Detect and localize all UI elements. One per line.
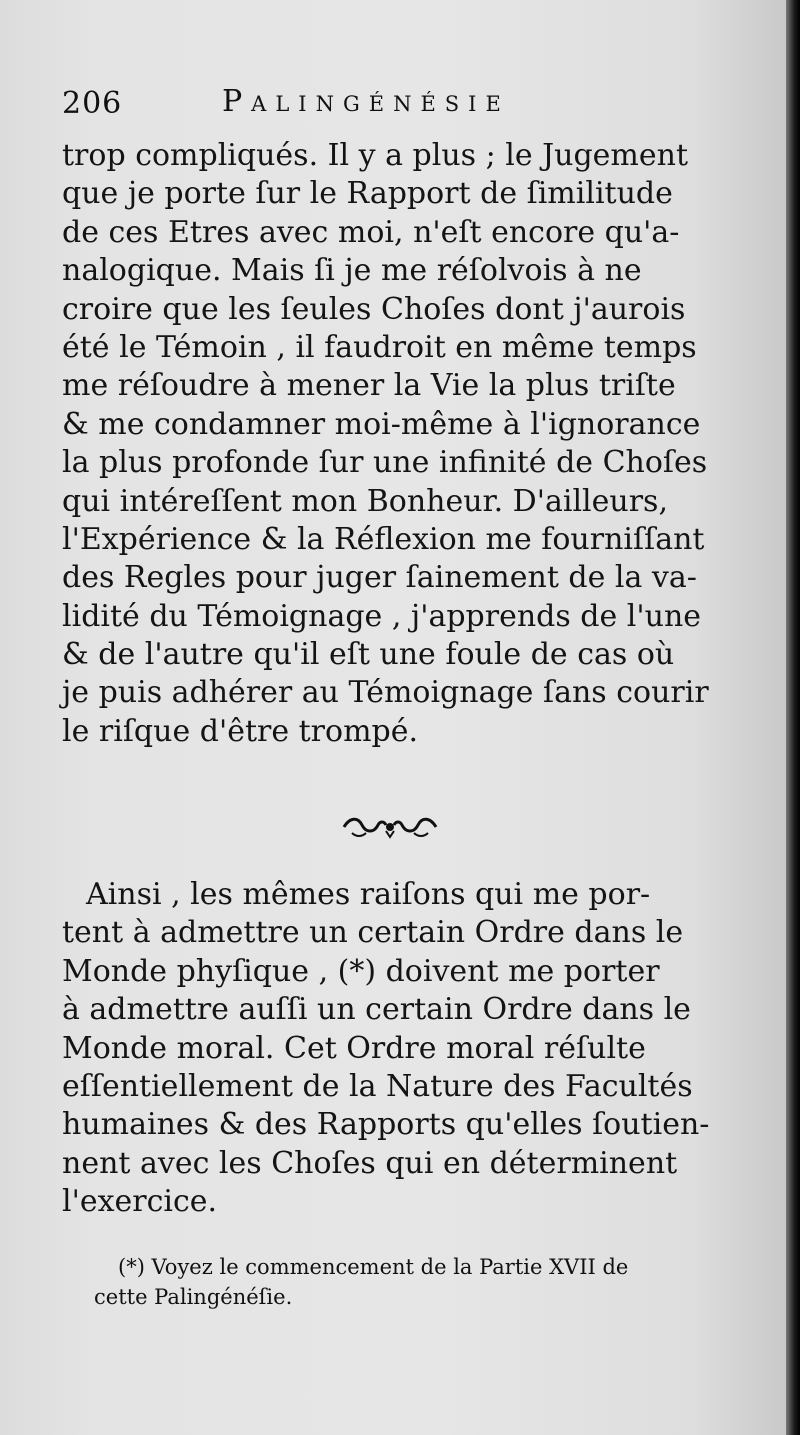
text-line: l'exercice. bbox=[62, 1184, 218, 1220]
text-line: trop compliqués. Il y a plus ; le Jugement bbox=[62, 138, 689, 173]
text-line: de ces Etres avec moi, n'eſt encore qu'a- bbox=[62, 214, 680, 250]
footnote-line: (*) Voyez le commencement de la Partie XVII de bbox=[118, 1255, 629, 1279]
text-line: je puis adhérer au Témoignage ſans courir bbox=[62, 675, 709, 711]
footnote-line: cette Palingénéſie. bbox=[94, 1285, 293, 1309]
paragraph-1 bbox=[62, 137, 709, 751]
text-line: lidité du Témoignage , j'apprends de l'une bbox=[62, 598, 702, 634]
running-title: Palingénésie bbox=[222, 84, 510, 119]
page-number: 206 bbox=[62, 86, 123, 121]
text-line: qui intéreſſent mon Bonheur. D'ailleurs, bbox=[62, 483, 668, 519]
text-line: à admettre auſſi un certain Ordre dans le bbox=[62, 992, 691, 1028]
text-line: me réſoudre à mener la Vie la plus triſte bbox=[62, 368, 676, 404]
footnote bbox=[94, 1252, 629, 1312]
text-line: tent à admettre un certain Ordre dans le bbox=[62, 915, 684, 951]
text-line: nalogique. Mais ſi je me réſolvois à ne bbox=[62, 253, 642, 289]
text-line: humaines & des Rapports qu'elles ſoutien- bbox=[62, 1107, 710, 1143]
text-line: & me condamner moi-même à l'ignorance bbox=[62, 406, 701, 442]
text-line: Monde phyſique , (*) doivent me porter bbox=[62, 953, 660, 989]
text-line: été le Témoin , il faudroit en même temps bbox=[62, 329, 697, 365]
paragraph-2 bbox=[62, 876, 710, 1222]
page-header bbox=[62, 82, 712, 128]
text-line: Ainsi , les mêmes raiſons qui me por- bbox=[86, 877, 651, 912]
text-line: le riſque d'être trompé. bbox=[62, 713, 419, 749]
page-edge-shadow bbox=[786, 0, 800, 1435]
text-line: l'Expérience & la Réflexion me fourniſſant bbox=[62, 521, 705, 557]
text-line: la plus profonde ſur une infinité de Choſes bbox=[62, 445, 708, 481]
text-line: eſſentiellement de la Nature des Facultés bbox=[62, 1068, 693, 1104]
text-line: & de l'autre qu'il eſt une foule de cas où bbox=[62, 637, 675, 673]
text-line: Monde moral. Cet Ordre moral réſulte bbox=[62, 1030, 646, 1066]
text-line: que je porte ſur le Rapport de ſimilitude bbox=[62, 176, 673, 212]
ornament-divider bbox=[340, 813, 440, 841]
text-line: nent avec les Choſes qui en déterminent bbox=[62, 1145, 678, 1181]
text-line: des Regles pour juger ſainement de la va- bbox=[62, 560, 697, 596]
text-line: croire que les ſeules Choſes dont j'aurois bbox=[62, 291, 686, 327]
